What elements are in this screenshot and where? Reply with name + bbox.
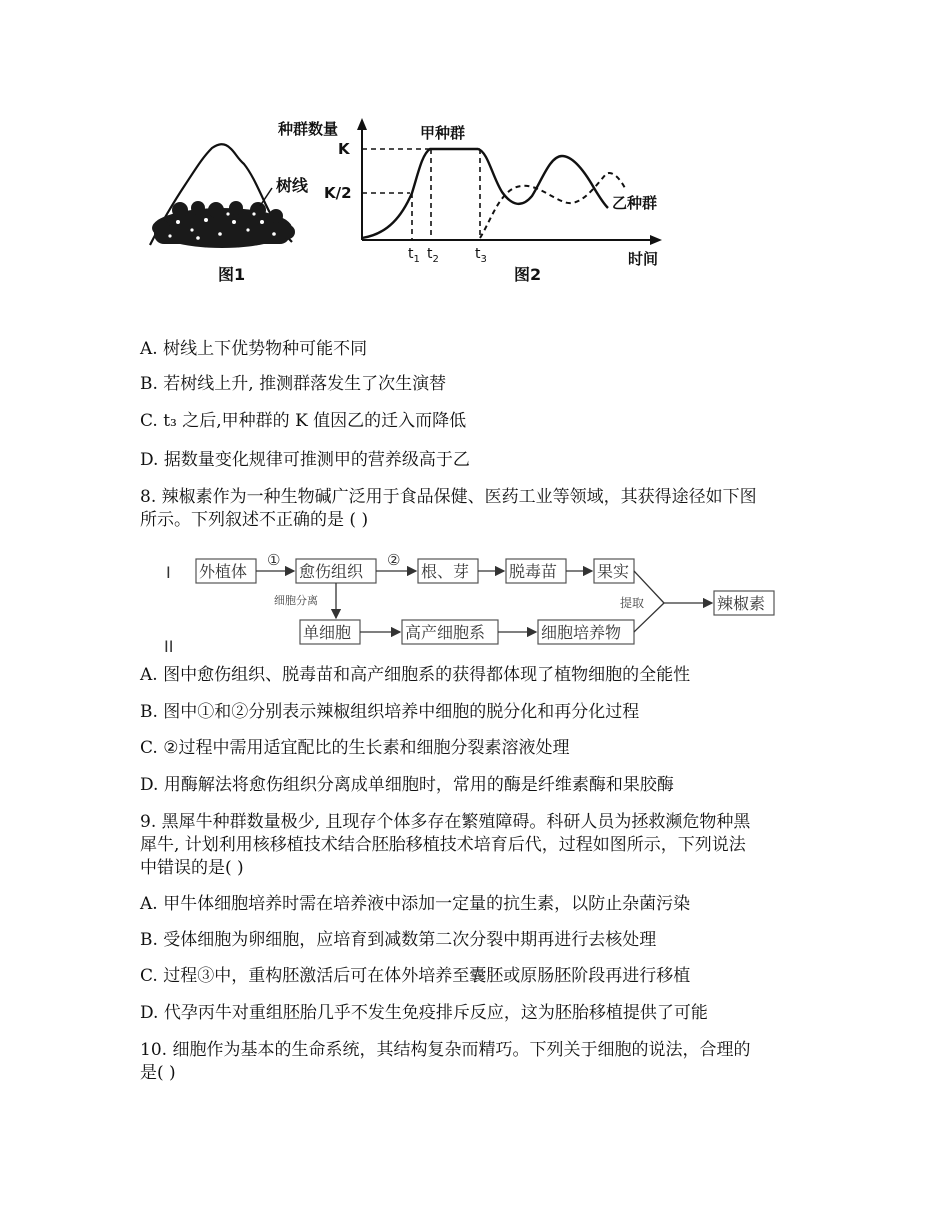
series-a-label: 甲种群: [420, 124, 466, 142]
q8-stem-line2: 所示。下列叙述不正确的是 ( ): [140, 510, 369, 530]
x-axis-label: 时间: [628, 250, 659, 268]
box-high-yield-label: 高产细胞系: [405, 623, 486, 642]
q9-stem-line2: 犀牛, 计划利用核移植技术结合胚胎移植技术培育后代，过程如图所示，下列说法: [140, 835, 746, 855]
box-single-cell-label: 单细胞: [303, 623, 352, 642]
box-capsaicin-label: 辣椒素: [717, 594, 766, 613]
q8-stem-line1: 8. 辣椒素作为一种生物碱广泛用于食品保健、医药工业等领域，其获得途径如下图: [140, 487, 757, 507]
figure-1-caption: 图1: [218, 265, 246, 284]
q9-option-b: B. 受体细胞为卵细胞，应培育到减数第二次分裂中期再进行去核处理: [140, 930, 657, 950]
box-culture-label: 细胞培养物: [541, 623, 622, 642]
series-b-label: 乙种群: [612, 194, 658, 212]
y-tick-k-half: K/2: [324, 184, 352, 202]
q8-option-b: B. 图中①和②分别表示辣椒组织培养中细胞的脱分化和再分化过程: [140, 702, 640, 722]
q7-option-d: D. 据数量变化规律可推测甲的营养级高于乙: [140, 450, 470, 470]
box-virus-free-label: 脱毒苗: [509, 562, 558, 581]
y-tick-k: K: [338, 140, 350, 158]
q8-option-c: C. ②过程中需用适宜配比的生长素和细胞分裂素溶液处理: [140, 738, 570, 758]
separation-label: 细胞分离: [274, 594, 318, 607]
x-tick-t1: $t_1$: [408, 246, 420, 265]
q9-option-a: A. 甲牛体细胞培养时需在培养液中添加一定量的抗生素，以防止杂菌污染: [140, 894, 691, 914]
q9-option-c: C. 过程③中，重构胚激活后可在体外培养至囊胚或原肠胚阶段再进行移植: [140, 966, 691, 986]
q9-stem-line1: 9. 黑犀牛种群数量极少, 且现存个体多存在繁殖障碍。科研人员为拯救濒危物种黑: [140, 812, 751, 832]
q10-stem-line1: 10. 细胞作为基本的生命系统，其结构复杂而精巧。下列关于细胞的说法，合理的: [140, 1040, 751, 1060]
tree-line-label: 树线: [276, 176, 309, 195]
row-label-ii: II: [164, 637, 174, 656]
x-axis-arrow: [650, 235, 662, 245]
box-fruit-label: 果实: [597, 562, 630, 581]
y-axis-label: 种群数量: [278, 120, 339, 138]
q7-option-c: C. t₃ 之后,甲种群的 K 值因乙的迁入而降低: [140, 411, 467, 431]
figure-2: [270, 112, 680, 292]
box-callus-label: 愈伤组织: [299, 562, 364, 581]
q9-option-d: D. 代孕丙牛对重组胚胎几乎不发生免疫排斥反应，这为胚胎移植提供了可能: [140, 1003, 708, 1023]
q7-option-b: B. 若树线上升, 推测群落发生了次生演替: [140, 374, 447, 394]
box-root-bud-label: 根、芽: [421, 562, 470, 581]
figure-2-caption: 图2: [514, 265, 542, 284]
q8-flow-diagram: [150, 548, 790, 660]
q8-option-d: D. 用酶解法将愈伤组织分离成单细胞时，常用的酶是纤维素酶和果胶酶: [140, 775, 674, 795]
q7-option-a: A. 树线上下优势物种可能不同: [140, 339, 368, 359]
q10-stem-line2: 是( ): [140, 1063, 176, 1083]
x-tick-t3: $t_3$: [475, 246, 487, 265]
step-2-label: ②: [387, 551, 401, 569]
step-1-label: ①: [267, 551, 281, 569]
row-label-i: I: [166, 563, 171, 582]
y-axis-arrow: [357, 118, 367, 130]
q9-stem-line3: 中错误的是( ): [140, 858, 244, 878]
x-tick-t2: $t_2$: [427, 246, 439, 265]
box-explant-label: 外植体: [199, 562, 248, 581]
extract-label: 提取: [620, 596, 645, 610]
series-b-curve: [480, 173, 626, 238]
q8-option-a: A. 图中愈伤组织、脱毒苗和高产细胞系的获得都体现了植物细胞的全能性: [140, 665, 691, 685]
